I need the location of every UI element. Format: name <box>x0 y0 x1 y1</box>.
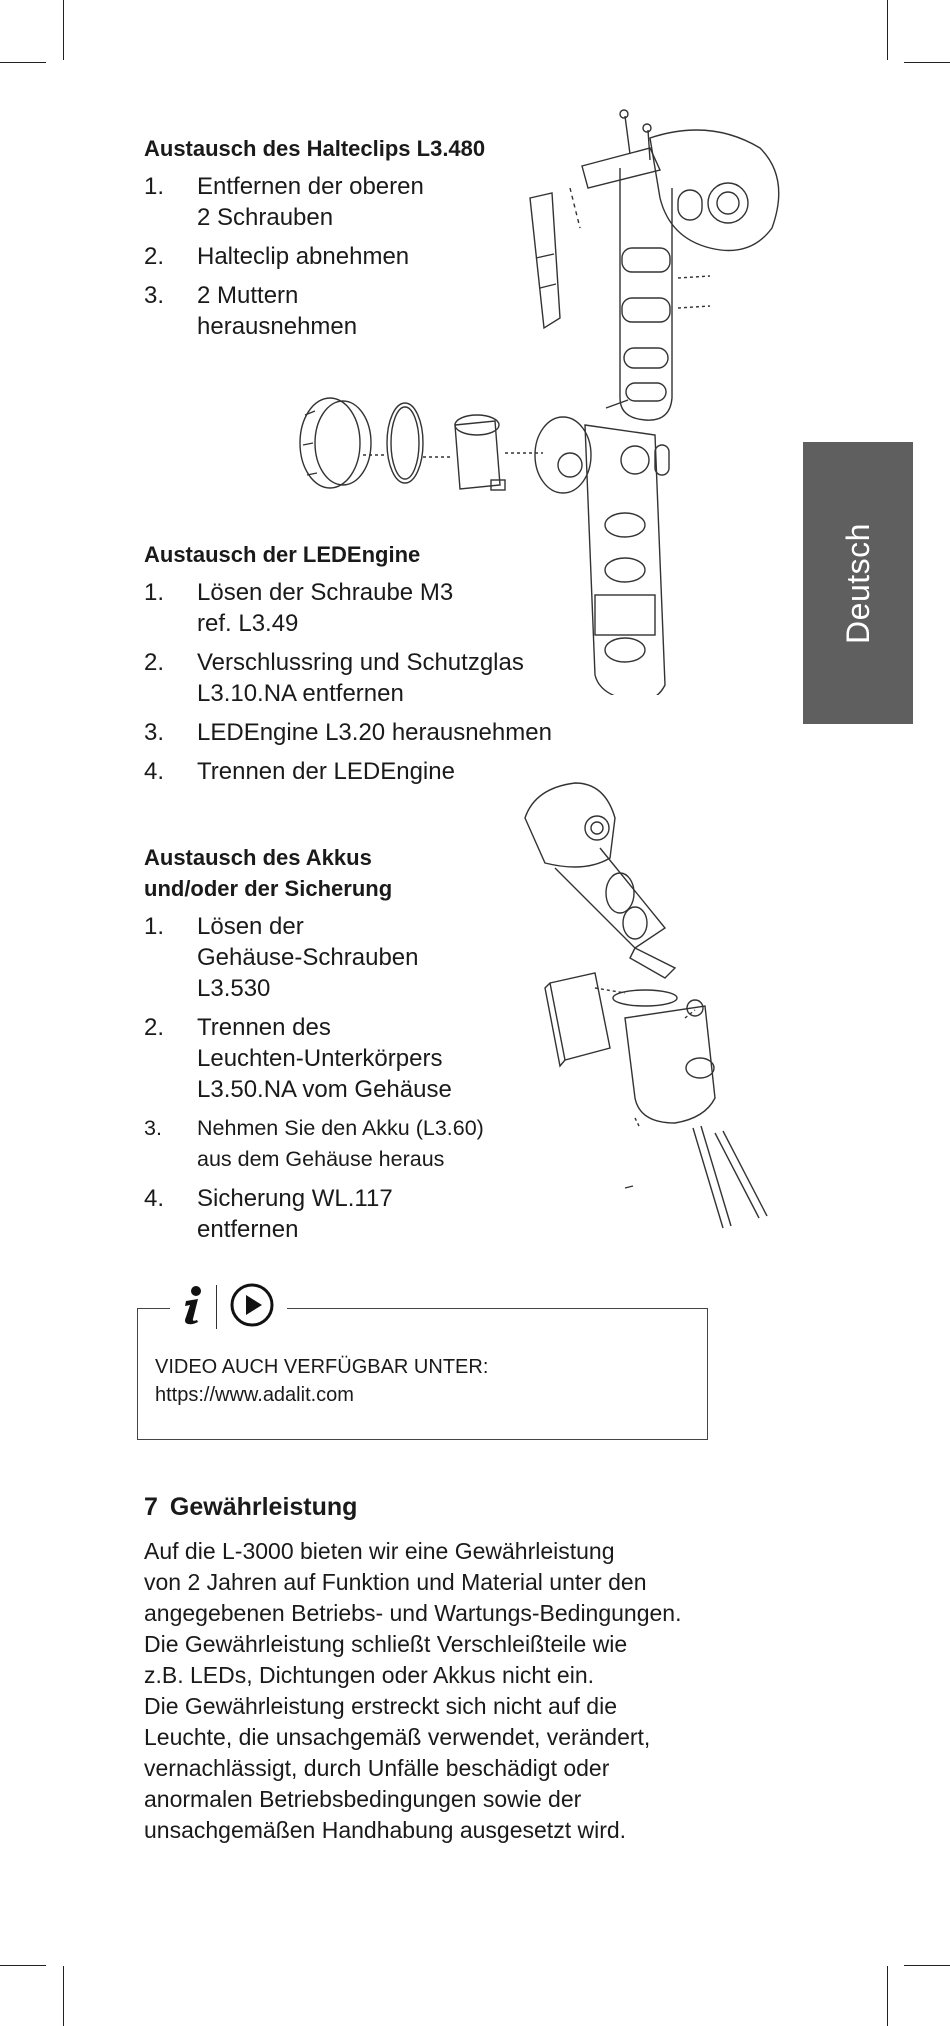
step-item <box>144 280 564 342</box>
step-number: 3. <box>144 719 165 746</box>
warranty-heading <box>144 1490 784 1524</box>
step-number: 3. <box>144 282 165 309</box>
step-text: LEDEngine L3.20 herausnehmen <box>197 719 552 746</box>
step-number: 1. <box>144 173 165 200</box>
crop-mark <box>63 1966 64 2026</box>
crop-mark <box>904 1965 950 1966</box>
step-text: Lösen der Gehäuse-Schrauben L3.530 <box>197 913 419 1002</box>
step-list <box>144 171 564 342</box>
step-text: Verschlussring und Schutzglas L3.10.NA entfernen <box>197 649 524 707</box>
play-icon <box>229 1282 275 1333</box>
crop-mark <box>0 62 46 63</box>
step-item <box>144 171 564 233</box>
warranty-section <box>144 1490 784 1846</box>
step-text: Trennen des Leuchten-Unterkörpers L3.50.NA vom Gehäuse <box>197 1014 452 1103</box>
step-item <box>144 241 564 272</box>
step-text: Entfernen der oberen 2 Schrauben <box>197 173 424 231</box>
step-item <box>144 1113 564 1175</box>
crop-mark <box>63 0 64 60</box>
warranty-number: 7 <box>144 1493 158 1521</box>
step-text: 2 Muttern herausnehmen <box>197 282 358 340</box>
crop-mark <box>887 1966 888 2026</box>
crop-mark <box>0 1965 46 1966</box>
step-number: 4. <box>144 758 165 785</box>
step-number: 4. <box>144 1185 165 1212</box>
language-tab-label: Deutsch <box>839 522 876 644</box>
section-ledengine <box>144 539 604 795</box>
step-number: 2. <box>144 1014 165 1041</box>
step-text: Lösen der Schraube M3 ref. L3.49 <box>197 579 454 637</box>
language-tab <box>803 442 913 724</box>
icon-divider <box>216 1285 217 1329</box>
step-item <box>144 577 604 639</box>
step-number: 2. <box>144 649 165 676</box>
warranty-body: Auf die L-3000 bieten wir eine Gewährleistung von 2 Jahren auf Funktion und Material unter den angegebenen Betriebs- und Wartungs-Bedingungen. Die Gewährleistung schließt Verschleißteile wie z.B. LEDs, Dichtungen oder Akkus nicht ein. Die Gewährleistung erstreckt sich nicht auf die Leuchte, die unsachgemäß verwendet, verändert, vernachlässigt, durch Unfälle beschädigt oder anormalen Betriebsbedingungen sowie der unsachgemäßen Handhabung ausgesetzt wird. <box>144 1538 682 1843</box>
section-halteclip <box>144 133 564 350</box>
crop-mark <box>904 62 950 63</box>
step-text: Sicherung WL.117 entfernen <box>197 1185 393 1243</box>
step-item <box>144 756 604 787</box>
info-line-1: VIDEO AUCH VERFÜGBAR UNTER: <box>155 1356 489 1378</box>
warranty-title: Gewährleistung <box>169 1493 358 1521</box>
info-icon <box>182 1285 204 1330</box>
step-item <box>144 911 564 1004</box>
crop-mark <box>887 0 888 60</box>
step-number: 3. <box>144 1116 162 1140</box>
section-title: Austausch des Halteclips L3.480 <box>144 136 486 161</box>
step-text: Trennen der LEDEngine <box>197 758 455 785</box>
step-item <box>144 717 604 748</box>
section-title: Austausch des Akkus und/oder der Sicherung <box>144 845 393 901</box>
step-item <box>144 1012 564 1105</box>
step-list <box>144 911 564 1245</box>
step-item <box>144 647 604 709</box>
step-text: Nehmen Sie den Akku (L3.60) aus dem Gehäuse heraus <box>197 1116 484 1171</box>
section-title: Austausch der LEDEngine <box>144 542 421 567</box>
step-number: 1. <box>144 579 165 606</box>
step-number: 1. <box>144 913 165 940</box>
step-item <box>144 1183 564 1245</box>
section-akku <box>144 842 564 1253</box>
step-text: Halteclip abnehmen <box>197 243 410 270</box>
info-icons <box>170 1282 287 1332</box>
info-text <box>155 1353 488 1409</box>
step-list <box>144 577 604 787</box>
info-line-2: https://www.adalit.com <box>155 1384 354 1406</box>
step-number: 2. <box>144 243 165 270</box>
